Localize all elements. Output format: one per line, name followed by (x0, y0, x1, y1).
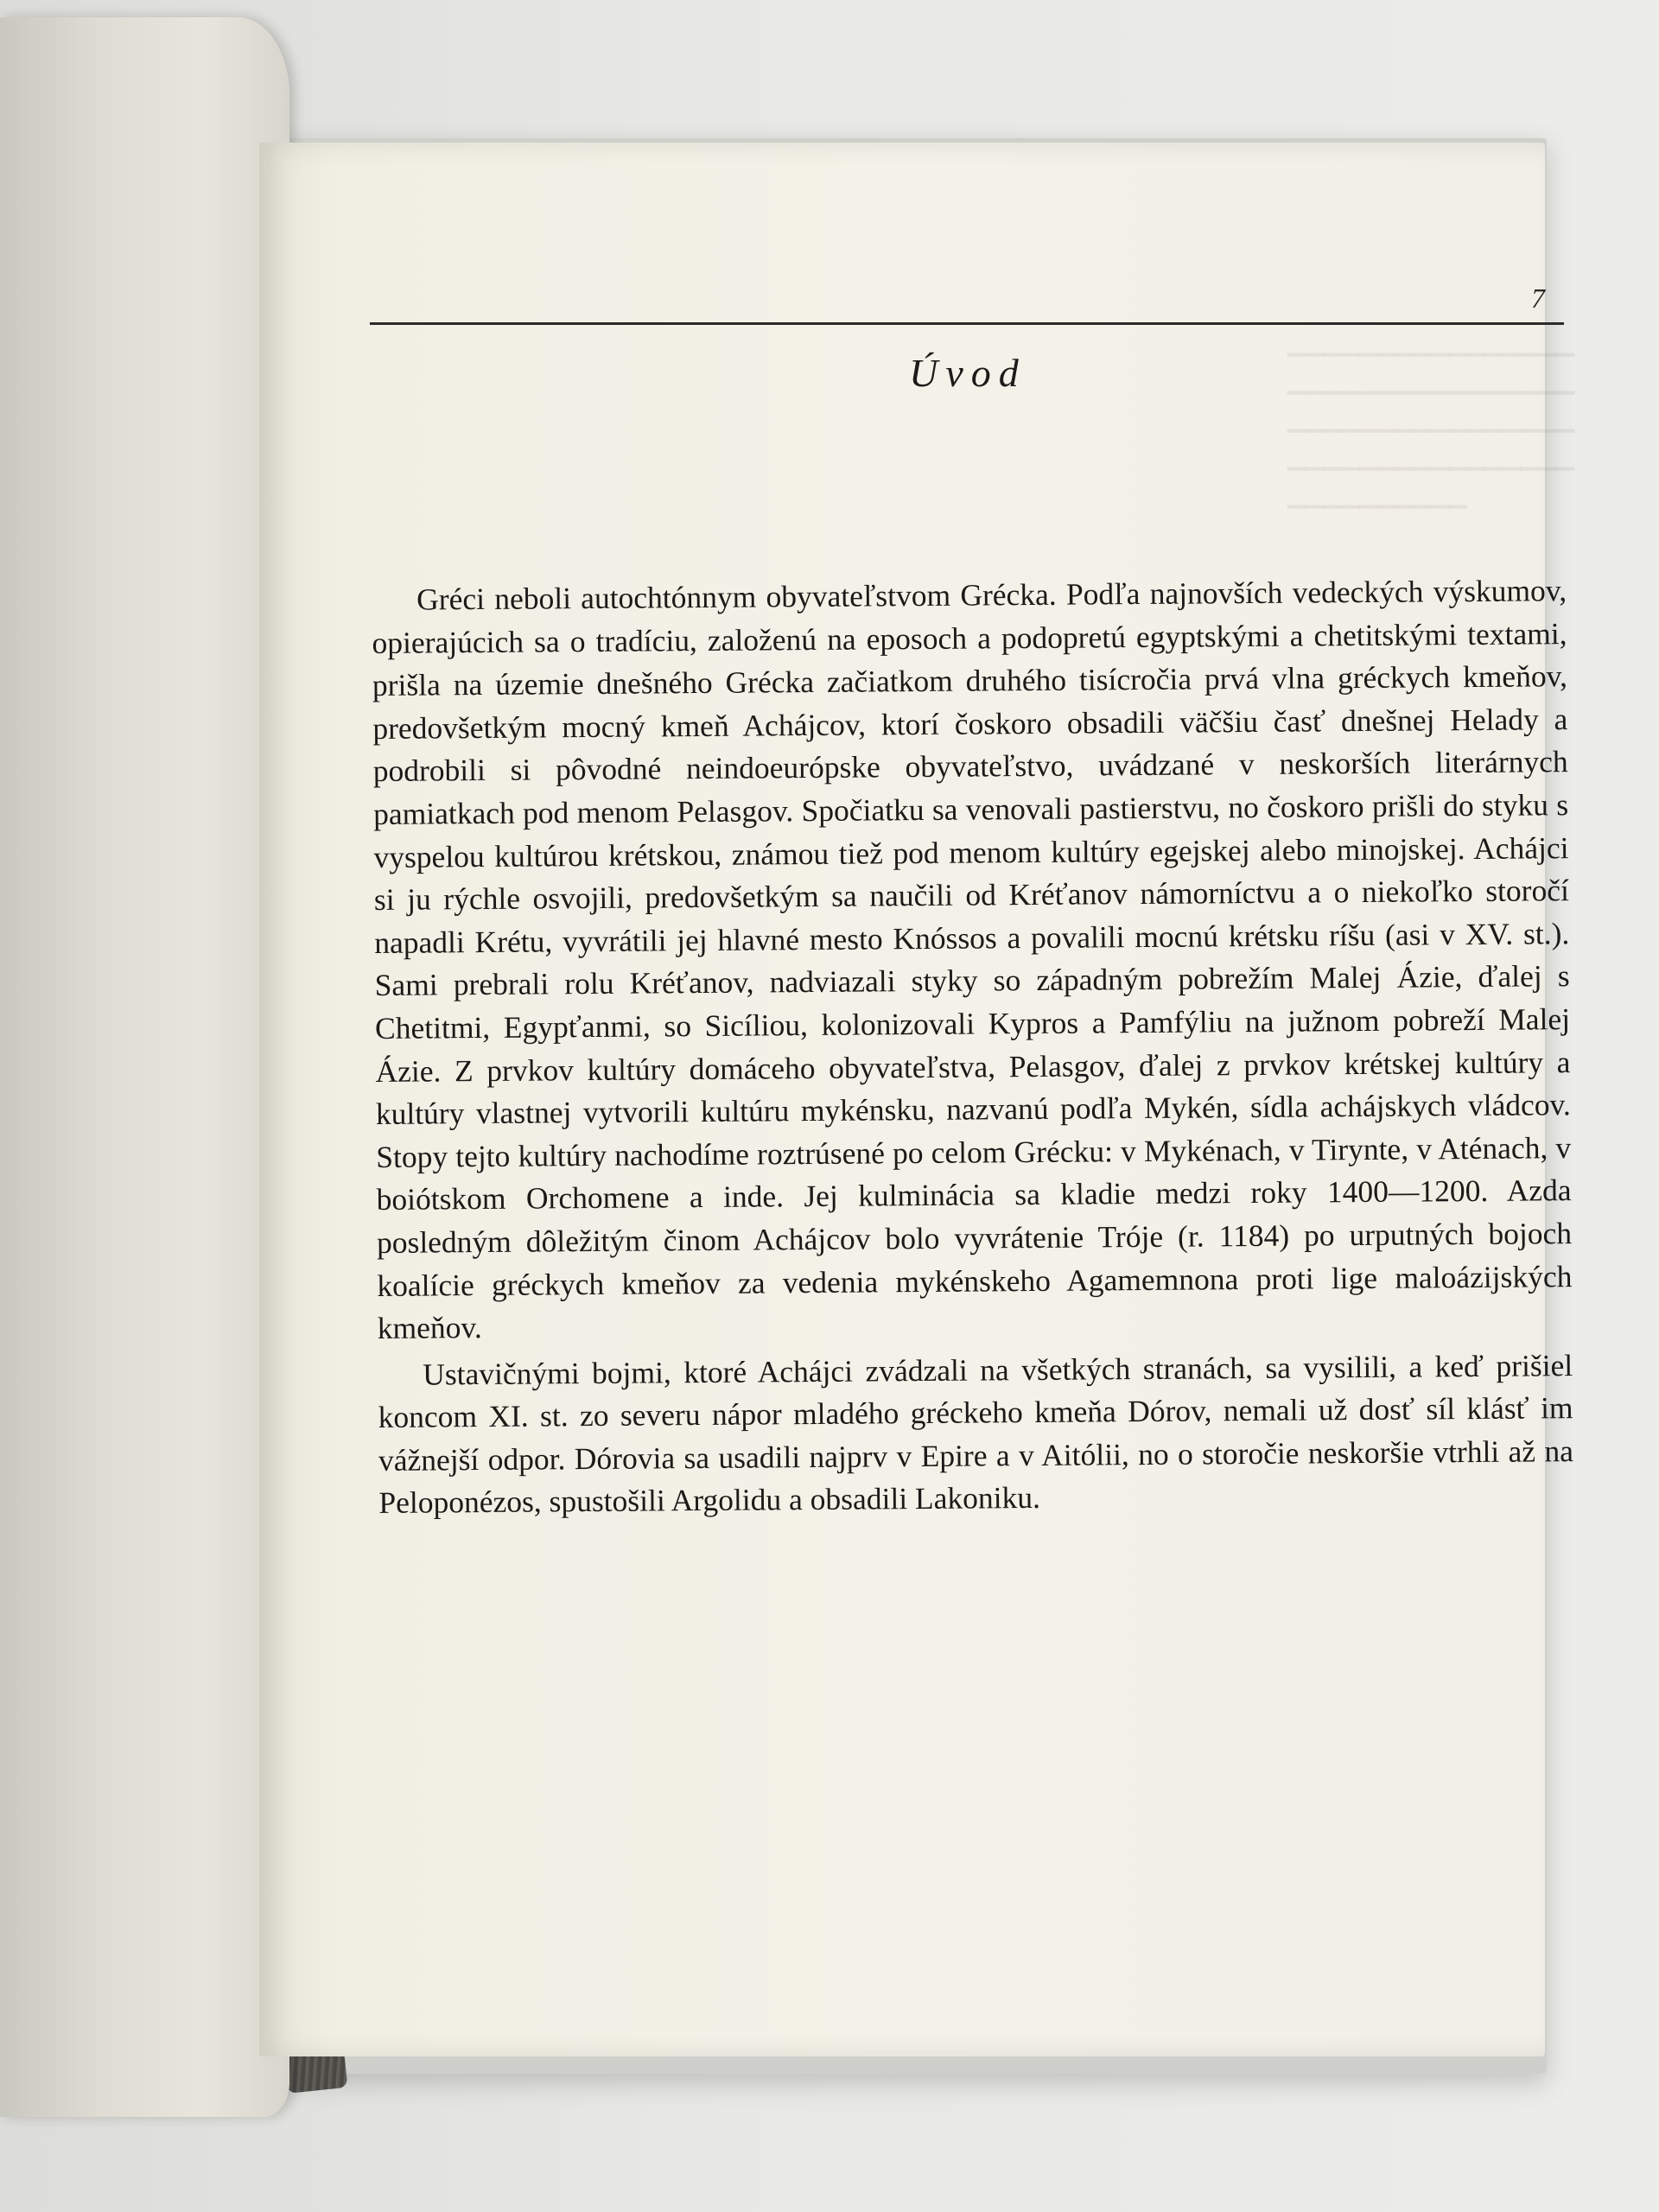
page-number: 7 (1531, 283, 1545, 314)
show-through-text: ▔▔▔▔▔▔▔▔▔▔▔▔▔▔▔▔ ▔▔▔▔▔▔▔▔▔▔▔▔▔▔▔▔ ▔▔▔▔▔▔▔▔▔▔▔▔▔▔▔▔ ▔▔▔▔▔▔▔▔▔▔▔▔▔▔▔▔ ▔▔▔▔▔▔▔▔▔▔ (1287, 354, 1575, 532)
right-page (259, 143, 1575, 2056)
body-text (372, 569, 1574, 1525)
header-rule (370, 322, 1564, 325)
left-facing-page (0, 17, 289, 2117)
paragraph: Gréci neboli autochtónnym obyvateľstvom Grécka. Podľa najnovších vedeckých výskumov, opierajúcich sa o tradíciu, založenú na eposoch a podopretú egyptskými a chetitskými textami, prišla na územie dnešného Grécka začiatkom druhého tisícročia prvá vlna gréckych kmeňov, predovšetkým mocný kmeň Achájcov, ktorí čoskoro obsadili väčšiu časť dnešnej Helady a podrobili si pôvodné neindoeurópske obyvateľstvo, uvádzané v neskorších literárnych pamiatkach pod menom Pelasgov. Spočiatku sa venovali pastierstvu, no čoskoro prišli do styku s vyspelou kultúrou krétskou, známou tiež pod menom kultúry egejskej alebo minojskej. Achájci si ju rýchle osvojili, predovšetkým sa naučili od Kréťanov námorníctvu a o niekoľko storočí napadli Krétu, vyvrátili jej hlavné mesto Knóssos a povalili mocnú krétsku ríšu (asi v XV. st.). Sami prebrali rolu Kréťanov, nadviazali styky so západným pobrežím Malej Ázie, ďalej s Chetitmi, Egypťanmi, so Sicíliou, kolonizovali Kypros a Pamfýliu na južnom pobreží Malej Ázie. Z prvkov kultúry domáceho obyvateľstva, Pelasgov, ďalej z prvkov krétskej kultúry a kultúry vlastnej vytvorili kultúru mykénsku, nazvanú podľa Mykén, sídla achájskych vládcov. Stopy tejto kultúry nachodíme roztrúsené po celom Grécku: v Mykénach, v Tirynte, v Aténach, v boiótskom Orchomene a inde. Jej kulminácia sa kladie medzi roky 1400—1200. Azda posledným dôležitým činom Achájcov bolo vyvrátenie Tróje (r. 1184) po urputných bojoch koalície gréckych kmeňov za vedenia mykénskeho Agamemnona proti lige maloázijských kmeňov. (372, 573, 1573, 1346)
chapter-title: Úvod (909, 351, 1027, 395)
paragraph: Ustavičnými bojmi, ktoré Achájci zvádzali na všetkých stranách, sa vysilili, a keď prišiel koncom XI. st. zo severu nápor mladého gréckeho kmeňa Dórov, nemali už dosť síl klásť im vážnejší odpor. Dórovia sa usadili najprv v Epire a v Aitólii, no o storočie neskoršie vtrhli až na Peloponézos, spustošili Argolidu a obsadili Lakoniku. (378, 1347, 1574, 1521)
